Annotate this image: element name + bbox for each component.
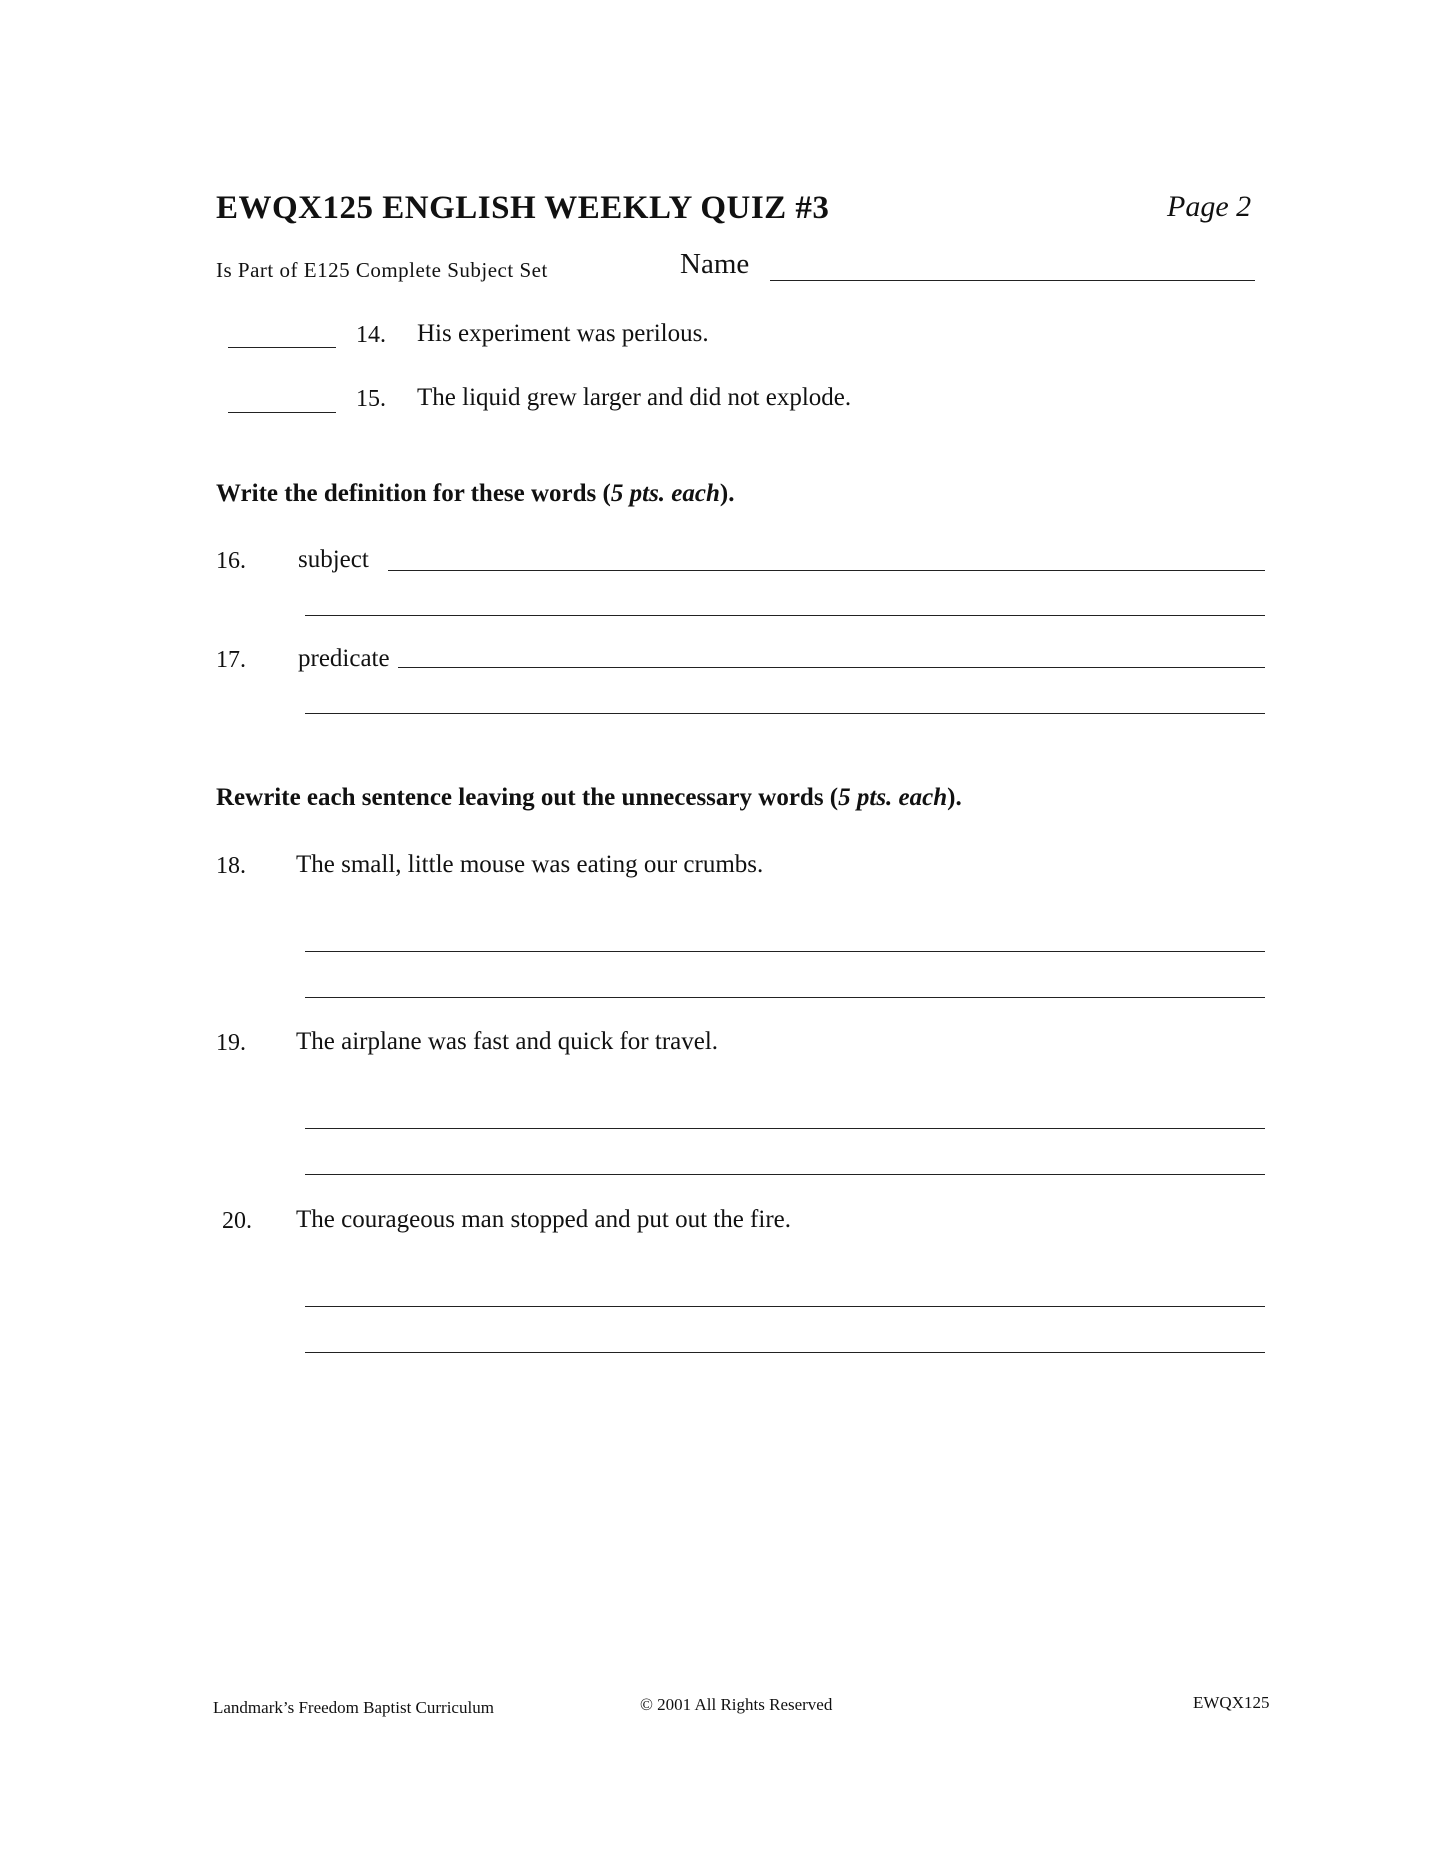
definitions-heading-text: Write the definition for these words ( [216,480,611,507]
definitions-heading-points: 5 pts. each [610,480,720,507]
rewrite-line-19a[interactable] [305,1128,1265,1129]
rewrite-line-18a[interactable] [305,951,1265,952]
question-number-15: 15. [356,386,386,412]
rewrite-line-20a[interactable] [305,1306,1265,1307]
name-field[interactable] [770,280,1255,281]
sentence-18: The small, little mouse was eating our crumbs. [296,851,764,878]
name-label: Name [680,248,750,280]
sentence-19: The airplane was fast and quick for travel. [296,1028,719,1055]
definition-line-17b[interactable] [305,713,1265,714]
question-number-19: 19. [216,1030,246,1056]
question-number-20: 20. [222,1208,252,1234]
question-number-18: 18. [216,853,246,879]
rewrite-heading-end: ). [947,784,962,811]
question-number-17: 17. [216,647,246,673]
answer-blank-15[interactable] [228,412,336,413]
rewrite-heading-points: 5 pts. each [838,784,948,811]
answer-blank-14[interactable] [228,347,336,348]
page-number: Page 2 [1167,190,1252,223]
question-number-16: 16. [216,548,246,574]
quiz-title: EWQX125 ENGLISH WEEKLY QUIZ #3 [216,190,830,226]
rewrite-line-19b[interactable] [305,1174,1265,1175]
question-number-14: 14. [356,322,386,348]
rewrite-line-20b[interactable] [305,1352,1265,1353]
definition-line-16b[interactable] [305,615,1265,616]
footer-publisher: Landmark’s Freedom Baptist Curriculum [213,1698,494,1717]
definition-line-16a[interactable] [388,570,1265,571]
sentence-20: The courageous man stopped and put out the fire. [296,1206,791,1233]
definitions-heading [216,480,734,508]
rewrite-heading-text: Rewrite each sentence leaving out the unnecessary words ( [216,784,839,811]
definition-line-17a[interactable] [398,667,1265,668]
definitions-heading-end: ). [719,480,735,507]
definition-word-16: subject [298,546,369,573]
footer-code: EWQX125 [1193,1693,1270,1712]
rewrite-heading [216,784,962,812]
definition-word-17: predicate [298,645,390,672]
rewrite-line-18b[interactable] [305,997,1265,998]
subject-set-note: Is Part of E125 Complete Subject Set [216,258,548,282]
footer-copyright: © 2001 All Rights Reserved [640,1695,833,1714]
question-text-15: The liquid grew larger and did not explode. [417,384,852,411]
question-text-14: His experiment was perilous. [417,320,709,347]
